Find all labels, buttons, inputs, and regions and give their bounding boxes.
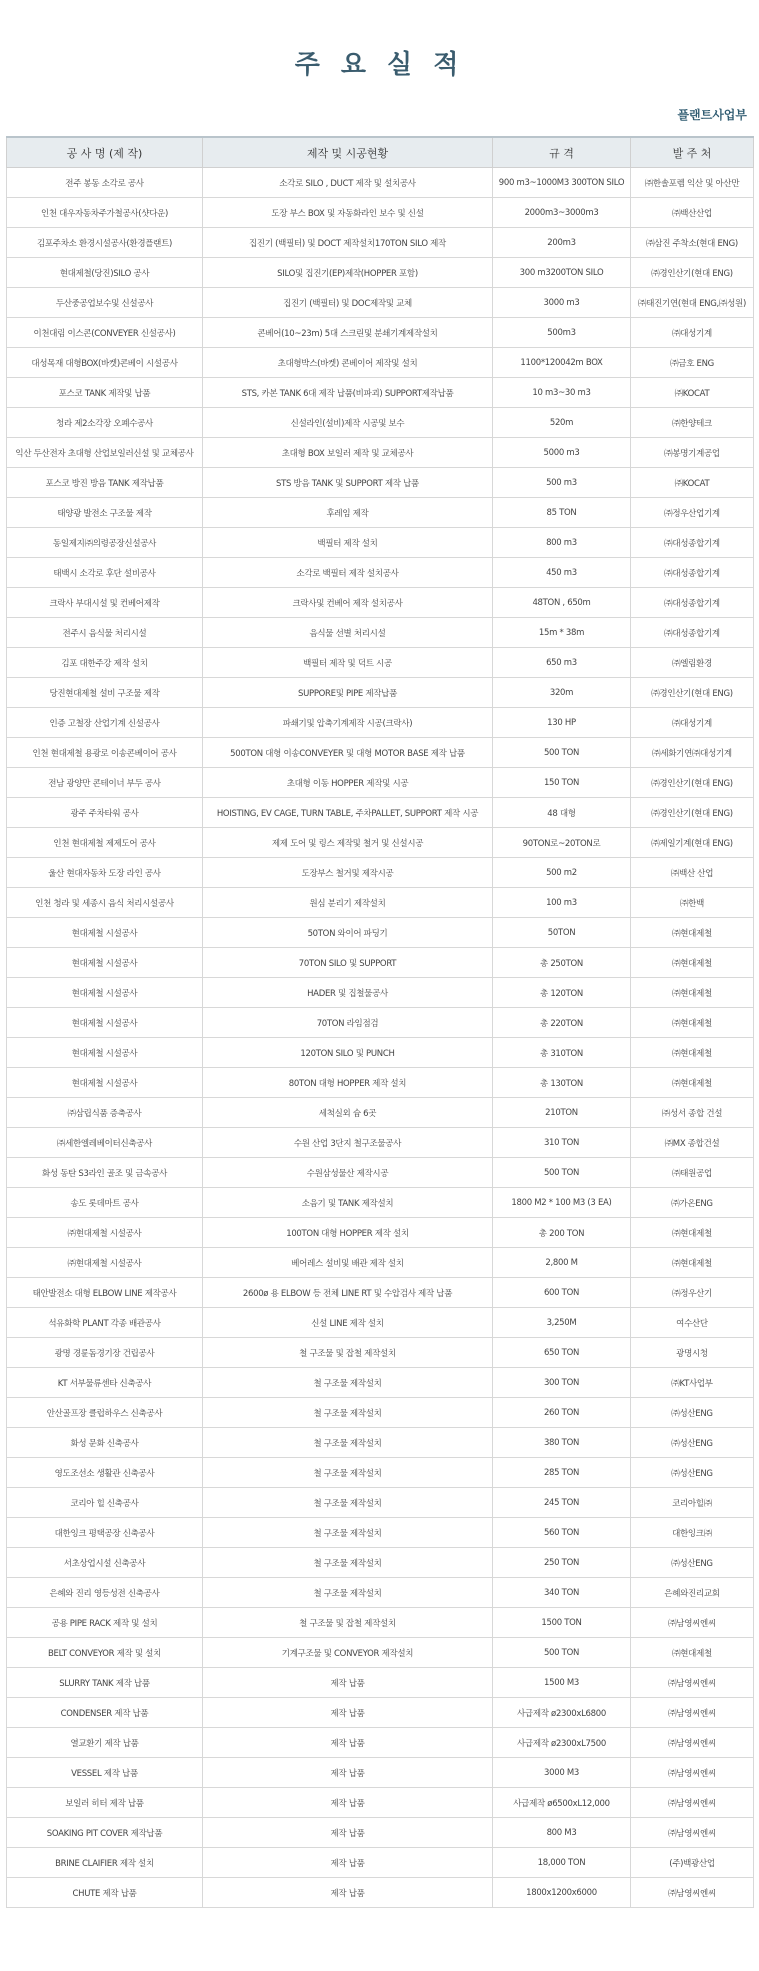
table-row — [7, 1218, 754, 1248]
project-name-cell: 크락사 부대시설 및 컨베어제작 — [7, 588, 203, 618]
spec-cell: 사급제작 ø2300xL6800 — [493, 1698, 631, 1728]
table-row — [7, 1728, 754, 1758]
client-cell: ㈜MX 종합건설 — [631, 1128, 754, 1158]
project-name-cell: 김포 대한주강 제작 설치 — [7, 648, 203, 678]
client-cell: ㈜현대제철 — [631, 1248, 754, 1278]
client-cell: ㈜현대제철 — [631, 1038, 754, 1068]
spec-cell: 48 대형 — [493, 798, 631, 828]
work-status-cell: 제작 납품 — [203, 1728, 493, 1758]
table-row — [7, 798, 754, 828]
work-status-cell: 콘베어(10~23m) 5대 스크린및 분쇄기계제작설치 — [203, 318, 493, 348]
table-row — [7, 1278, 754, 1308]
spec-cell: 85 TON — [493, 498, 631, 528]
client-cell: ㈜남영씨엔씨 — [631, 1758, 754, 1788]
table-row — [7, 1458, 754, 1488]
table-row — [7, 1638, 754, 1668]
project-name-cell: SOAKING PIT COVER 제작납품 — [7, 1818, 203, 1848]
table-row — [7, 1548, 754, 1578]
table-row — [7, 948, 754, 978]
spec-cell: 500 m3 — [493, 468, 631, 498]
spec-cell: 310 TON — [493, 1128, 631, 1158]
work-status-cell: 제작 납품 — [203, 1788, 493, 1818]
client-cell: ㈜남영씨엔씨 — [631, 1788, 754, 1818]
spec-cell: 3000 m3 — [493, 288, 631, 318]
table-row — [7, 1038, 754, 1068]
project-name-cell: 현대제철 시설공사 — [7, 918, 203, 948]
work-status-cell: 철 구조물 및 잡철 제작설치 — [203, 1338, 493, 1368]
client-cell: ㈜KOCAT — [631, 378, 754, 408]
project-name-cell: 인천 청라 및 세종시 음식 처리시설공사 — [7, 888, 203, 918]
spec-cell: 600 TON — [493, 1278, 631, 1308]
client-cell: ㈜대성종합기계 — [631, 528, 754, 558]
table-row — [7, 1878, 754, 1908]
client-cell: ㈜현대제철 — [631, 948, 754, 978]
spec-cell: 450 m3 — [493, 558, 631, 588]
project-name-cell: 광명 경륜돔경기장 건립공사 — [7, 1338, 203, 1368]
client-cell: 은혜와진리교회 — [631, 1578, 754, 1608]
client-cell: ㈜남영씨엔씨 — [631, 1728, 754, 1758]
project-name-cell: ㈜현대제철 시설공사 — [7, 1248, 203, 1278]
table-row — [7, 588, 754, 618]
project-name-cell: CONDENSER 제작 납품 — [7, 1698, 203, 1728]
table-row — [7, 1488, 754, 1518]
spec-cell: 총 220TON — [493, 1008, 631, 1038]
project-name-cell: 보일러 히터 제작 납품 — [7, 1788, 203, 1818]
client-cell: 여수산단 — [631, 1308, 754, 1338]
client-cell: ㈜남영씨엔씨 — [631, 1668, 754, 1698]
client-cell: ㈜현대제철 — [631, 978, 754, 1008]
project-name-cell: 현대제철(당진)SILO 공사 — [7, 258, 203, 288]
project-name-cell: 두산중공업보수및 신설공사 — [7, 288, 203, 318]
client-cell: ㈜성산ENG — [631, 1398, 754, 1428]
table-row — [7, 978, 754, 1008]
client-cell: ㈜가온ENG — [631, 1188, 754, 1218]
project-name-cell: 광주 주차타워 공사 — [7, 798, 203, 828]
client-cell: ㈜대성종합기계 — [631, 588, 754, 618]
project-name-cell: 울산 현대자동차 도장 라인 공사 — [7, 858, 203, 888]
work-status-cell: 철 구조물 제작설치 — [203, 1398, 493, 1428]
work-status-cell: 제작 납품 — [203, 1878, 493, 1908]
spec-cell: 650 m3 — [493, 648, 631, 678]
work-status-cell: 소각로 SILO , DUCT 제작 및 설치공사 — [203, 168, 493, 198]
work-status-cell: 80TON 대형 HOPPER 제작 설치 — [203, 1068, 493, 1098]
project-name-cell: 영도조선소 생활관 신축공사 — [7, 1458, 203, 1488]
work-status-cell: 초대형 BOX 보일러 제작 및 교체공사 — [203, 438, 493, 468]
work-status-cell: 소각로 백필터 제작 설치공사 — [203, 558, 493, 588]
project-name-cell: BRINE CLAIFIER 제작 설치 — [7, 1848, 203, 1878]
client-cell: ㈜현대제철 — [631, 918, 754, 948]
project-name-cell: 현대제철 시설공사 — [7, 1008, 203, 1038]
client-cell: 코리아힐㈜ — [631, 1488, 754, 1518]
table-row — [7, 1008, 754, 1038]
table-row — [7, 378, 754, 408]
table-row — [7, 468, 754, 498]
work-status-cell: 500TON 대형 이송CONVEYER 및 대형 MOTOR BASE 제작 납품 — [203, 738, 493, 768]
work-status-cell: 도장 부스 BOX 및 자동화라인 보수 및 신설 — [203, 198, 493, 228]
table-row — [7, 558, 754, 588]
project-name-cell: 태백시 소각로 후단 설비공사 — [7, 558, 203, 588]
client-cell: ㈜남영씨엔씨 — [631, 1608, 754, 1638]
spec-cell: 3,250M — [493, 1308, 631, 1338]
spec-cell: 총 200 TON — [493, 1218, 631, 1248]
work-status-cell: SUPPORE및 PIPE 제작납품 — [203, 678, 493, 708]
client-cell: ㈜경인산기(현대 ENG) — [631, 768, 754, 798]
page-title: 주 요 실 적 — [294, 50, 465, 80]
spec-cell: 50TON — [493, 918, 631, 948]
spec-cell: 100 m3 — [493, 888, 631, 918]
client-cell: (주)백광산업 — [631, 1848, 754, 1878]
work-status-cell: 70TON SILO 및 SUPPORT — [203, 948, 493, 978]
spec-cell: 800 M3 — [493, 1818, 631, 1848]
project-name-cell: SLURRY TANK 제작 납품 — [7, 1668, 203, 1698]
spec-cell: 380 TON — [493, 1428, 631, 1458]
work-status-cell: 파쇄기및 압축기계제작 시공(크락사) — [203, 708, 493, 738]
header-project-name: 공 사 명 (제 작) — [7, 137, 203, 168]
client-cell: ㈜성산ENG — [631, 1458, 754, 1488]
table-row — [7, 1428, 754, 1458]
work-status-cell: 후레임 제작 — [203, 498, 493, 528]
spec-cell: 1500 M3 — [493, 1668, 631, 1698]
work-status-cell: 철 구조물 제작설치 — [203, 1458, 493, 1488]
project-name-cell: 태안발전소 대형 ELBOW LINE 제작공사 — [7, 1278, 203, 1308]
table-row — [7, 1818, 754, 1848]
project-name-cell: KT 서부물류센타 신축공사 — [7, 1368, 203, 1398]
client-cell: ㈜한솔포렘 익산 및 아산만 — [631, 168, 754, 198]
work-status-cell: 백필터 제작 설치 — [203, 528, 493, 558]
spec-cell: 48TON , 650m — [493, 588, 631, 618]
project-name-cell: 현대제철 시설공사 — [7, 1038, 203, 1068]
client-cell: ㈜대성종합기계 — [631, 558, 754, 588]
project-name-cell: 태양광 발전소 구조물 제작 — [7, 498, 203, 528]
work-status-cell: 베어레스 설비및 배관 제작 설치 — [203, 1248, 493, 1278]
spec-cell: 500 m2 — [493, 858, 631, 888]
table-row — [7, 348, 754, 378]
table-row — [7, 648, 754, 678]
work-status-cell: 제작 납품 — [203, 1848, 493, 1878]
client-cell: ㈜대성기계 — [631, 708, 754, 738]
table-row — [7, 498, 754, 528]
projects-table — [6, 136, 754, 1908]
table-row — [7, 1368, 754, 1398]
project-name-cell: 안산골프장 클럽하우스 신축공사 — [7, 1398, 203, 1428]
project-name-cell: 현대제철 시설공사 — [7, 1068, 203, 1098]
project-name-cell: 석유화학 PLANT 각종 배관공사 — [7, 1308, 203, 1338]
spec-cell: 15m * 38m — [493, 618, 631, 648]
spec-cell: 250 TON — [493, 1548, 631, 1578]
client-cell: ㈜남영씨엔씨 — [631, 1698, 754, 1728]
table-row — [7, 1758, 754, 1788]
work-status-cell: 초대형 이동 HOPPER 제작및 시공 — [203, 768, 493, 798]
client-cell: ㈜현대제철 — [631, 1218, 754, 1248]
work-status-cell: 제작 납품 — [203, 1818, 493, 1848]
work-status-cell: SILO및 집진기(EP)제작(HOPPER 포함) — [203, 258, 493, 288]
spec-cell: 900 m3~1000M3 300TON SILO — [493, 168, 631, 198]
spec-cell: 3000 M3 — [493, 1758, 631, 1788]
project-name-cell: 현대제철 시설공사 — [7, 948, 203, 978]
project-name-cell: 김포주차소 환경시설공사(환경플랜트) — [7, 228, 203, 258]
spec-cell: 320m — [493, 678, 631, 708]
client-cell: ㈜제일기계(현대 ENG) — [631, 828, 754, 858]
table-row — [7, 618, 754, 648]
client-cell: ㈜남영씨엔씨 — [631, 1818, 754, 1848]
spec-cell: 총 310TON — [493, 1038, 631, 1068]
spec-cell: 340 TON — [493, 1578, 631, 1608]
client-cell: 대한잉크㈜ — [631, 1518, 754, 1548]
client-cell: ㈜남영씨엔씨 — [631, 1878, 754, 1908]
table-row — [7, 738, 754, 768]
project-name-cell: 인천 대우자동차주가철공사(샷다운) — [7, 198, 203, 228]
project-name-cell: 포스코 TANK 제작및 납품 — [7, 378, 203, 408]
project-name-cell: 열교환기 제작 납품 — [7, 1728, 203, 1758]
table-row — [7, 1398, 754, 1428]
work-status-cell: 신설라인(설비)제작 시공및 보수 — [203, 408, 493, 438]
table-row — [7, 198, 754, 228]
table-row — [7, 1788, 754, 1818]
work-status-cell: 철 구조물 제작설치 — [203, 1488, 493, 1518]
table-row — [7, 1128, 754, 1158]
work-status-cell: 음식물 선별 처리시설 — [203, 618, 493, 648]
project-name-cell: 화성 동탄 S3라인 골조 및 금속공사 — [7, 1158, 203, 1188]
work-status-cell: 제작 납품 — [203, 1758, 493, 1788]
spec-cell: 5000 m3 — [493, 438, 631, 468]
table-row — [7, 888, 754, 918]
header-client: 발 주 처 — [631, 137, 754, 168]
spec-cell: 560 TON — [493, 1518, 631, 1548]
client-cell: ㈜성산ENG — [631, 1548, 754, 1578]
table-row — [7, 678, 754, 708]
spec-cell: 245 TON — [493, 1488, 631, 1518]
table-row — [7, 1308, 754, 1338]
work-status-cell: 원심 분리기 제작설치 — [203, 888, 493, 918]
client-cell: ㈜KOCAT — [631, 468, 754, 498]
client-cell: 광명시청 — [631, 1338, 754, 1368]
work-status-cell: 수원 산업 3단지 철구조물공사 — [203, 1128, 493, 1158]
work-status-cell: 수원삼성물산 제작시공 — [203, 1158, 493, 1188]
project-name-cell: 은혜와 진리 영등성전 신축공사 — [7, 1578, 203, 1608]
work-status-cell: 70TON 라임점검 — [203, 1008, 493, 1038]
client-cell: ㈜성산ENG — [631, 1428, 754, 1458]
table-row — [7, 258, 754, 288]
client-cell: ㈜세화기연㈜대성기계 — [631, 738, 754, 768]
project-name-cell: ㈜삼립식품 증축공사 — [7, 1098, 203, 1128]
spec-cell: 2,800 M — [493, 1248, 631, 1278]
client-cell: ㈜현대제철 — [631, 1008, 754, 1038]
spec-cell: 500m3 — [493, 318, 631, 348]
spec-cell: 300 TON — [493, 1368, 631, 1398]
work-status-cell: 도장부스 철거및 제작시공 — [203, 858, 493, 888]
project-name-cell: 송도 롯데마트 공사 — [7, 1188, 203, 1218]
project-name-cell: VESSEL 제작 납품 — [7, 1758, 203, 1788]
spec-cell: 총 250TON — [493, 948, 631, 978]
work-status-cell: 초대형박스(바켓) 콘베이어 제작및 설치 — [203, 348, 493, 378]
spec-cell: 사급제작 ø2300xL7500 — [493, 1728, 631, 1758]
work-status-cell: 신설 LINE 제작 설치 — [203, 1308, 493, 1338]
table-row — [7, 1698, 754, 1728]
spec-cell: 520m — [493, 408, 631, 438]
work-status-cell: 백필터 제작 및 덕트 시공 — [203, 648, 493, 678]
project-name-cell: ㈜세한엘레베이터신축공사 — [7, 1128, 203, 1158]
project-name-cell: CHUTE 제작 납품 — [7, 1878, 203, 1908]
work-status-cell: 2600ø 용 ELBOW 등 전체 LINE RT 및 수압검사 제작 납품 — [203, 1278, 493, 1308]
header-work-status: 제작 및 시공현황 — [203, 137, 493, 168]
project-name-cell: 전주 봉동 소각로 공사 — [7, 168, 203, 198]
table-row — [7, 1068, 754, 1098]
client-cell: ㈜태원공업 — [631, 1158, 754, 1188]
work-status-cell: 소음기 및 TANK 제작설치 — [203, 1188, 493, 1218]
client-cell: ㈜태진기연(현대 ENG,㈜성원) — [631, 288, 754, 318]
work-status-cell: 100TON 대형 HOPPER 제작 설치 — [203, 1218, 493, 1248]
project-name-cell: BELT CONVEYOR 제작 및 설치 — [7, 1638, 203, 1668]
work-status-cell: 제작 납품 — [203, 1668, 493, 1698]
table-row — [7, 918, 754, 948]
table-row — [7, 1158, 754, 1188]
table-row — [7, 168, 754, 198]
client-cell: ㈜대성종합기계 — [631, 618, 754, 648]
project-name-cell: 청라 제2소각장 오폐수공사 — [7, 408, 203, 438]
spec-cell: 총 120TON — [493, 978, 631, 1008]
project-name-cell: ㈜현대제철 시설공사 — [7, 1218, 203, 1248]
spec-cell: 1500 TON — [493, 1608, 631, 1638]
client-cell: ㈜KT사업부 — [631, 1368, 754, 1398]
work-status-cell: 크락사및 컨베어 제작 설치공사 — [203, 588, 493, 618]
work-status-cell: 철 구조물 제작설치 — [203, 1368, 493, 1398]
project-name-cell: 인천 현대제철 용광로 이송콘베이어 공사 — [7, 738, 203, 768]
table-row — [7, 1608, 754, 1638]
spec-cell: 260 TON — [493, 1398, 631, 1428]
table-row — [7, 528, 754, 558]
client-cell: ㈜금호 ENG — [631, 348, 754, 378]
table-row — [7, 1188, 754, 1218]
spec-cell: 2000m3~3000m3 — [493, 198, 631, 228]
work-status-cell: STS 방음 TANK 및 SUPPORT 제작 납품 — [203, 468, 493, 498]
table-row — [7, 858, 754, 888]
project-name-cell: 포스코 방진 방음 TANK 제작납품 — [7, 468, 203, 498]
work-status-cell: 철 구조물 제작설치 — [203, 1518, 493, 1548]
spec-cell: 1100*120042m BOX — [493, 348, 631, 378]
project-name-cell: 공용 PIPE RACK 제작 및 설치 — [7, 1608, 203, 1638]
work-status-cell: HADER 및 집철물공사 — [203, 978, 493, 1008]
table-row — [7, 768, 754, 798]
client-cell: ㈜정우산업기계 — [631, 498, 754, 528]
client-cell: ㈜봉명기계공업 — [631, 438, 754, 468]
spec-cell: 1800x1200x6000 — [493, 1878, 631, 1908]
work-status-cell: 철 구조물 제작설치 — [203, 1428, 493, 1458]
work-status-cell: 50TON 와이어 파딩기 — [203, 918, 493, 948]
table-row — [7, 408, 754, 438]
project-name-cell: 서초상업시설 신축공사 — [7, 1548, 203, 1578]
table-row — [7, 1248, 754, 1278]
table-header-row — [7, 137, 754, 168]
client-cell: ㈜백산산업 — [631, 198, 754, 228]
client-cell: ㈜경인산기(현대 ENG) — [631, 258, 754, 288]
table-row — [7, 1338, 754, 1368]
client-cell: ㈜경인산기(현대 ENG) — [631, 678, 754, 708]
table-row — [7, 708, 754, 738]
work-status-cell: 120TON SILO 및 PUNCH — [203, 1038, 493, 1068]
work-status-cell: 기계구조물 및 CONVEYOR 제작설치 — [203, 1638, 493, 1668]
department-label: 플랜트사업부 — [677, 108, 747, 122]
project-name-cell: 코리아 힐 신축공사 — [7, 1488, 203, 1518]
spec-cell: 18,000 TON — [493, 1848, 631, 1878]
spec-cell: 90TON로~20TON로 — [493, 828, 631, 858]
project-name-cell: 인천 현대제철 제제도어 공사 — [7, 828, 203, 858]
client-cell: ㈜성서 종합 건설 — [631, 1098, 754, 1128]
spec-cell: 500 TON — [493, 738, 631, 768]
project-name-cell: 익산 두산전자 초대형 산업보일러신설 및 교체공사 — [7, 438, 203, 468]
table-row — [7, 1518, 754, 1548]
spec-cell: 사급제작 ø6500xL12,000 — [493, 1788, 631, 1818]
work-status-cell: 철 구조물 제작설치 — [203, 1548, 493, 1578]
work-status-cell: 철 구조물 및 잡철 제작설치 — [203, 1608, 493, 1638]
table-row — [7, 318, 754, 348]
spec-cell: 300 m3200TON SILO — [493, 258, 631, 288]
client-cell: ㈜한백 — [631, 888, 754, 918]
table-row — [7, 1578, 754, 1608]
work-status-cell: 제제 도어 및 링스 제작및 철거 및 신설시공 — [203, 828, 493, 858]
header-spec: 규 격 — [493, 137, 631, 168]
spec-cell: 210TON — [493, 1098, 631, 1128]
spec-cell: 800 m3 — [493, 528, 631, 558]
project-name-cell: 현대제철 시설공사 — [7, 978, 203, 1008]
spec-cell: 500 TON — [493, 1158, 631, 1188]
work-status-cell: 집진기 (백필터) 및 DOC제작및 교체 — [203, 288, 493, 318]
spec-cell: 총 130TON — [493, 1068, 631, 1098]
client-cell: ㈜대성기계 — [631, 318, 754, 348]
client-cell: ㈜경인산기(현대 ENG) — [631, 798, 754, 828]
work-status-cell: 집진기 (백필터) 및 DOCT 제작설치170TON SILO 제작 — [203, 228, 493, 258]
client-cell: ㈜현대제철 — [631, 1068, 754, 1098]
project-name-cell: 전남 광양만 콘테이너 부두 공사 — [7, 768, 203, 798]
project-name-cell: 화성 문화 신축공사 — [7, 1428, 203, 1458]
project-name-cell: 동일제지㈜의령공장신설공사 — [7, 528, 203, 558]
spec-cell: 1800 M2 * 100 M3 (3 EA) — [493, 1188, 631, 1218]
table-row — [7, 438, 754, 468]
spec-cell: 10 m3~30 m3 — [493, 378, 631, 408]
spec-cell: 650 TON — [493, 1338, 631, 1368]
spec-cell: 200m3 — [493, 228, 631, 258]
client-cell: ㈜한양테크 — [631, 408, 754, 438]
work-status-cell: 제작 납품 — [203, 1698, 493, 1728]
table-row — [7, 1098, 754, 1128]
project-name-cell: 당진현대제철 설비 구조물 제작 — [7, 678, 203, 708]
project-name-cell: 전주시 음식물 처리시설 — [7, 618, 203, 648]
project-name-cell: 인증 고철장 산업기계 신설공사 — [7, 708, 203, 738]
spec-cell: 150 TON — [493, 768, 631, 798]
client-cell: ㈜삼진 주착소(현대 ENG) — [631, 228, 754, 258]
table-row — [7, 1668, 754, 1698]
project-name-cell: 대성목재 대형BOX(바켓)콘베이 시설공사 — [7, 348, 203, 378]
client-cell: ㈜엘림환경 — [631, 648, 754, 678]
spec-cell: 500 TON — [493, 1638, 631, 1668]
table-row — [7, 228, 754, 258]
table-row — [7, 288, 754, 318]
work-status-cell: STS, 카본 TANK 6대 제작 납품(비파괴) SUPPORT제작납품 — [203, 378, 493, 408]
spec-cell: 130 HP — [493, 708, 631, 738]
client-cell: ㈜백산 산업 — [631, 858, 754, 888]
work-status-cell: 철 구조물 제작설치 — [203, 1578, 493, 1608]
client-cell: ㈜정우산기 — [631, 1278, 754, 1308]
project-name-cell: 이천대림 이스콘(CONVEYER 신설공사) — [7, 318, 203, 348]
table-row — [7, 1848, 754, 1878]
project-name-cell: 대한잉크 평택공장 신축공사 — [7, 1518, 203, 1548]
client-cell: ㈜현대제철 — [631, 1638, 754, 1668]
work-status-cell: HOISTING, EV CAGE, TURN TABLE, 주차PALLET, SUPPORT 제작 시공 — [203, 798, 493, 828]
table-row — [7, 828, 754, 858]
work-status-cell: 세척실외 슘 6곳 — [203, 1098, 493, 1128]
spec-cell: 285 TON — [493, 1458, 631, 1488]
